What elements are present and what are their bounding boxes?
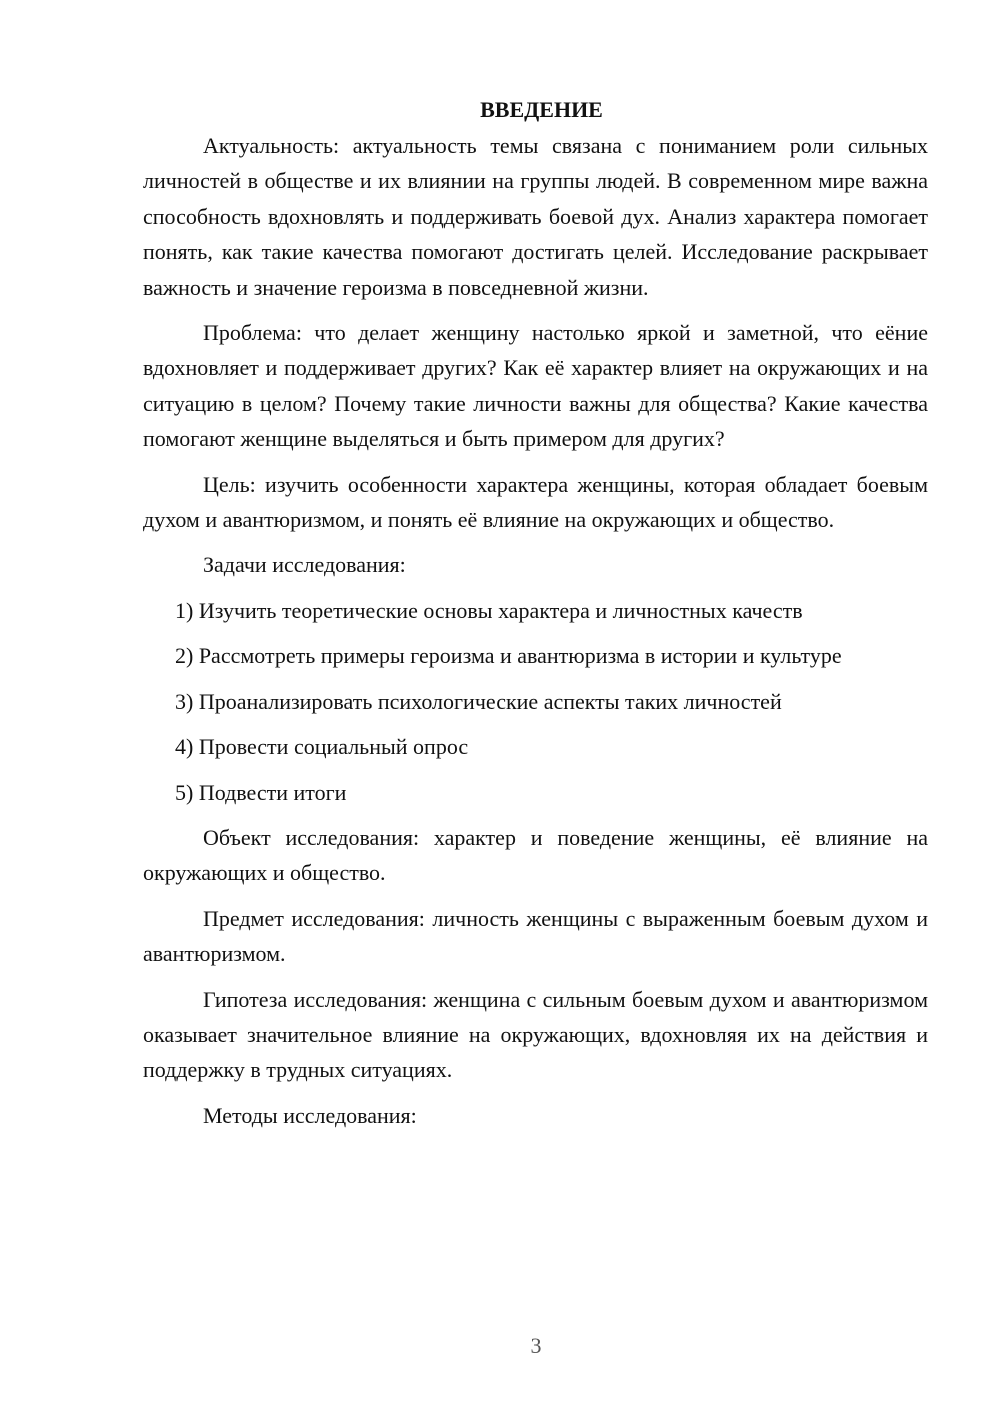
paragraph-hypothesis: Гипотеза исследования: женщина с сильным боевым духом и авантюризмом оказывает значительное влияние на окружающих, вдохновляя их на действия и поддержку в трудных ситуациях. bbox=[143, 986, 928, 1083]
task-item-2: 2) Рассмотреть примеры героизма и авантюризма в истории и культуре bbox=[175, 643, 842, 669]
paragraph-subject: Предмет исследования: личность женщины с выраженным боевым духом и авантюризмом. bbox=[143, 905, 928, 967]
paragraph-relevance: Актуальность: актуальность темы связана с пониманием роли сильных личностей в обществе и их влиянии на группы людей. В современном мире важна способность вдохновлять и поддерживать боевой дух. Анализ характера помогает понять, как такие качества помогают достигать целей. Исследование раскрывает важность и значение героизма в повседневной жизни. bbox=[143, 133, 928, 300]
paragraph-object: Объект исследования: характер и поведение женщины, её влияние на окружающих и общество. bbox=[143, 824, 928, 886]
methods-heading: Методы исследования: bbox=[203, 1102, 417, 1128]
page-title: ВВЕДЕНИЕ bbox=[480, 97, 603, 122]
task-item-1: 1) Изучить теоретические основы характера и личностных качеств bbox=[175, 597, 803, 623]
task-item-3: 3) Проанализировать психологические аспекты таких личностей bbox=[175, 688, 782, 714]
task-item-5: 5) Подвести итоги bbox=[175, 779, 347, 805]
tasks-heading: Задачи исследования: bbox=[203, 552, 406, 578]
page-number: 3 bbox=[530, 1333, 542, 1358]
task-item-4: 4) Провести социальный опрос bbox=[175, 734, 469, 760]
paragraph-problem: Проблема: что делает женщину настолько яркой и заметной, что еёние вдохновляет и поддерживает других? Как её характер влияет на окружающих и на ситуацию в целом? Почему такие личности важны для общества? Какие качества помогают женщине выделяться и быть примером для других? bbox=[143, 320, 928, 452]
paragraph-goal: Цель: изучить особенности характера женщины, которая обладает боевым духом и авантюризмом, и понять её влияние на окружающих и общество. bbox=[143, 471, 928, 533]
page-content bbox=[143, 92, 928, 1133]
